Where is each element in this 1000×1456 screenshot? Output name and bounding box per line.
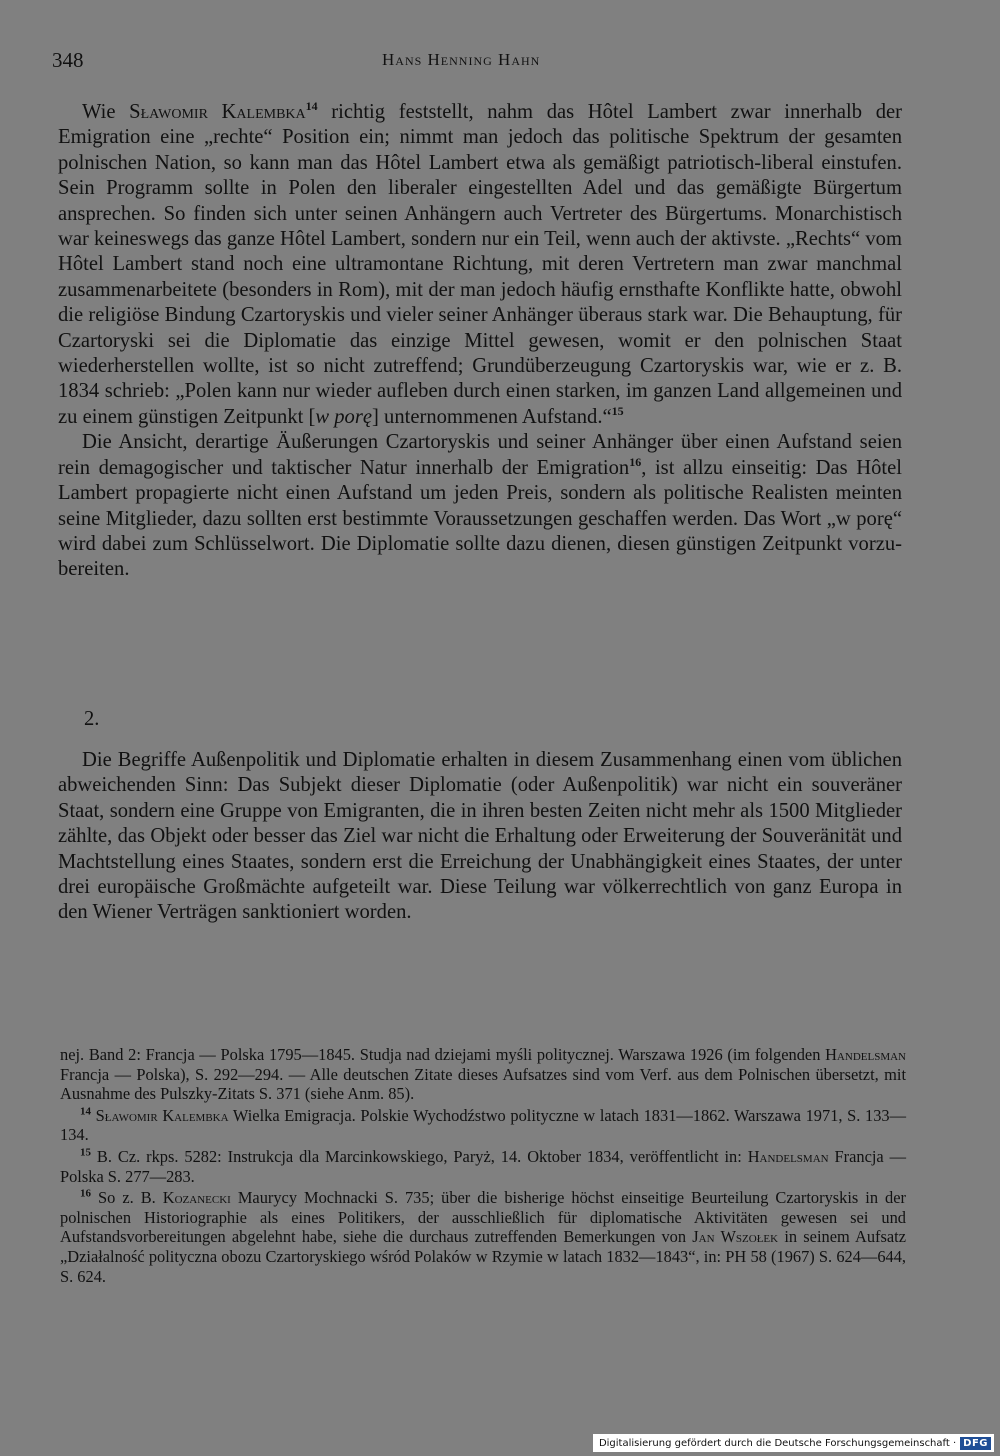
author-name: Handelsman	[747, 1146, 829, 1166]
watermark-text: Digitalisierung gefördert durch die Deutsche Forschungsgemeinschaft ·	[598, 1437, 957, 1449]
footnote-ref: 16	[629, 454, 642, 469]
text-run: in seinem Aufsatz „Działalność polityczna obozu Czartoryskiego wśród Polaków w Rzymie w latach 1832—1843“, in: PH 58 (1967) S. 624—644, S. 624.	[60, 1227, 906, 1286]
paragraph-1	[58, 100, 902, 430]
running-head: Hans Henning Hahn	[382, 50, 541, 69]
paragraph-2	[58, 430, 902, 582]
footnote-14	[60, 1106, 906, 1145]
author-name: Jan Wszołek	[692, 1227, 779, 1247]
section-number: 2.	[84, 708, 100, 730]
footnote-continuation	[60, 1045, 906, 1104]
text-run: Maurycy Mochnacki S. 735; über die bisherige höchst einseitige Beurteilung Czartoryskis in der polnischen Historiographie als eines Politikers, der ausschließlich für diplomatische Aktivitäten gewesen sei und Aufstandsvorbereitungen abgelehnt habe, siehe die durchaus zutreffenden Bemerkungen von	[60, 1188, 906, 1247]
footnote-15	[60, 1147, 906, 1186]
author-name: Handelsman	[825, 1045, 906, 1064]
text-run: Francja — Polska S. 277—283.	[60, 1146, 907, 1186]
text-run: B. Cz. rkps. 5282: Instrukcja dla Marcinkowskiego, Paryż, 14. Oktober 1834, veröffentlicht in:	[91, 1146, 748, 1166]
dfg-logo-icon: DFG	[960, 1437, 991, 1450]
footnote-number: 14	[80, 1105, 91, 1118]
footnotes	[60, 1045, 906, 1288]
digitization-watermark	[593, 1434, 994, 1452]
footnote-number: 16	[80, 1187, 91, 1200]
author-name: Kozanecki	[162, 1188, 231, 1208]
body-text-upper	[58, 100, 902, 583]
text-run: , ist allzu einseitig: Das Hôtel Lambert propagierte nicht einen Aufstand um jeden Preis, sondern als politische Realisten meinten seine Mitglieder, dazu sollten erst bestimmte Voraussetzungen geschaffen werden. Das Wort „w porę“ wird dabei zum Schlüsselwort. Die Diplomatie sollte dazu dienen, diesen günstigen Zeitpunkt vorzubereiten.	[58, 456, 902, 581]
paragraph-3: Die Begriffe Außenpolitik und Diplomatie erhalten in diesem Zusammenhang einen vom üblichen abweichenden Sinn: Das Subjekt dieser Diplomatie (oder Außenpolitik) war nicht ein souveräner Staat, sondern eine Gruppe von Emigranten, die in ihren besten Zeiten nicht mehr als 1500 Mitglieder zählte, das Objekt oder besser das Ziel war nicht die Erhaltung oder Erweiterung der Souveränität und Machtstellung eines Staates, sondern erst die Erreichung der Unabhängigkeit eines Staates, der unter drei europäische Großmächte aufgeteilt war. Diese Teilung war völkerrechtlich von ganz Europa in den Wiener Verträgen sanktioniert worden.	[58, 749, 902, 924]
author-name: Sławomir Kalembka	[95, 1105, 229, 1125]
text-run: ] unternommenen Aufstand.“	[372, 405, 612, 428]
italic-term: w porę	[315, 405, 373, 428]
body-text-lower	[58, 748, 902, 926]
footnote-ref: 14	[305, 99, 318, 114]
text-run: Die Ansicht, derartige Äußerungen Czartoryskis und seiner Anhänger über einen Aufstand seien rein demagogischer und taktischer Natur innerhalb der Emigration	[58, 431, 902, 479]
footnote-ref: 15	[611, 404, 624, 419]
text-run: Wie	[82, 101, 130, 123]
text-run: Wielka Emigracja. Polskie Wychodźstwo polityczne w latach 1831—1862. Warszawa 1971, S. 133—134.	[60, 1105, 906, 1145]
footnote-16	[60, 1188, 906, 1286]
text-run: So z. B.	[91, 1188, 163, 1208]
text-run: nej. Band 2: Francja — Polska 1795—1845. Studja nad dziejami myśli politycznej. Warszawa 1926 (im folgenden	[60, 1045, 826, 1064]
author-name: Sławomir Kalembka	[129, 101, 306, 123]
text-run: richtig feststellt, nahm das Hôtel Lambert zwar innerhalb der Emigration eine „rechte“ Position ein; nimmt man jedoch das politische Spektrum der gesamten polnischen Nation, so kann man das Hôtel Lambert etwa als gemäßigt patriotisch-liberal einstufen. Sein Programm sollte in Polen den liberaler eingestellten Adel und das gemäßigte Bürgertum ansprechen. So finden sich unter seinen Anhängern auch Vertreter des Bürgertums. Monarchistisch war keineswegs das ganze Hôtel Lambert, sondern nur ein Teil, wenn auch der aktivste. „Rechts“ vom Hôtel Lambert stand noch eine ultramontane Richtung, mit deren Vertretern man zwar manchmal zusammenarbeitete (besonders in Rom), mit der man jedoch häufig ernsthafte Konflikte hatte, obwohl die religiöse Bindung Czartoryskis und vieler seiner Anhänger überaus stark war. Die Behauptung, für Czartoryski sei die Diplomatie das einzige Mittel gewesen, womit er den polnischen Staat wiederherstellen wollte, ist so nicht zutreffend; Grundüberzeugung Czartoryskis war, wie er z. B. 1834 schrieb: „Polen kann nur wieder aufleben durch einen starken, im ganzen Land allgemeinen und zu einem günstigen Zeitpunkt [	[58, 101, 902, 428]
footnote-number: 15	[80, 1146, 91, 1159]
text-run: Francja — Polska), S. 292—294. — Alle deutschen Zitate dieses Aufsatzes sind vom Verf. aus dem Polnischen übersetzt, mit Ausnahme des Pulszky-Zitats S. 371 (siehe Anm. 85).	[60, 1064, 906, 1104]
page-number: 348	[52, 48, 84, 72]
